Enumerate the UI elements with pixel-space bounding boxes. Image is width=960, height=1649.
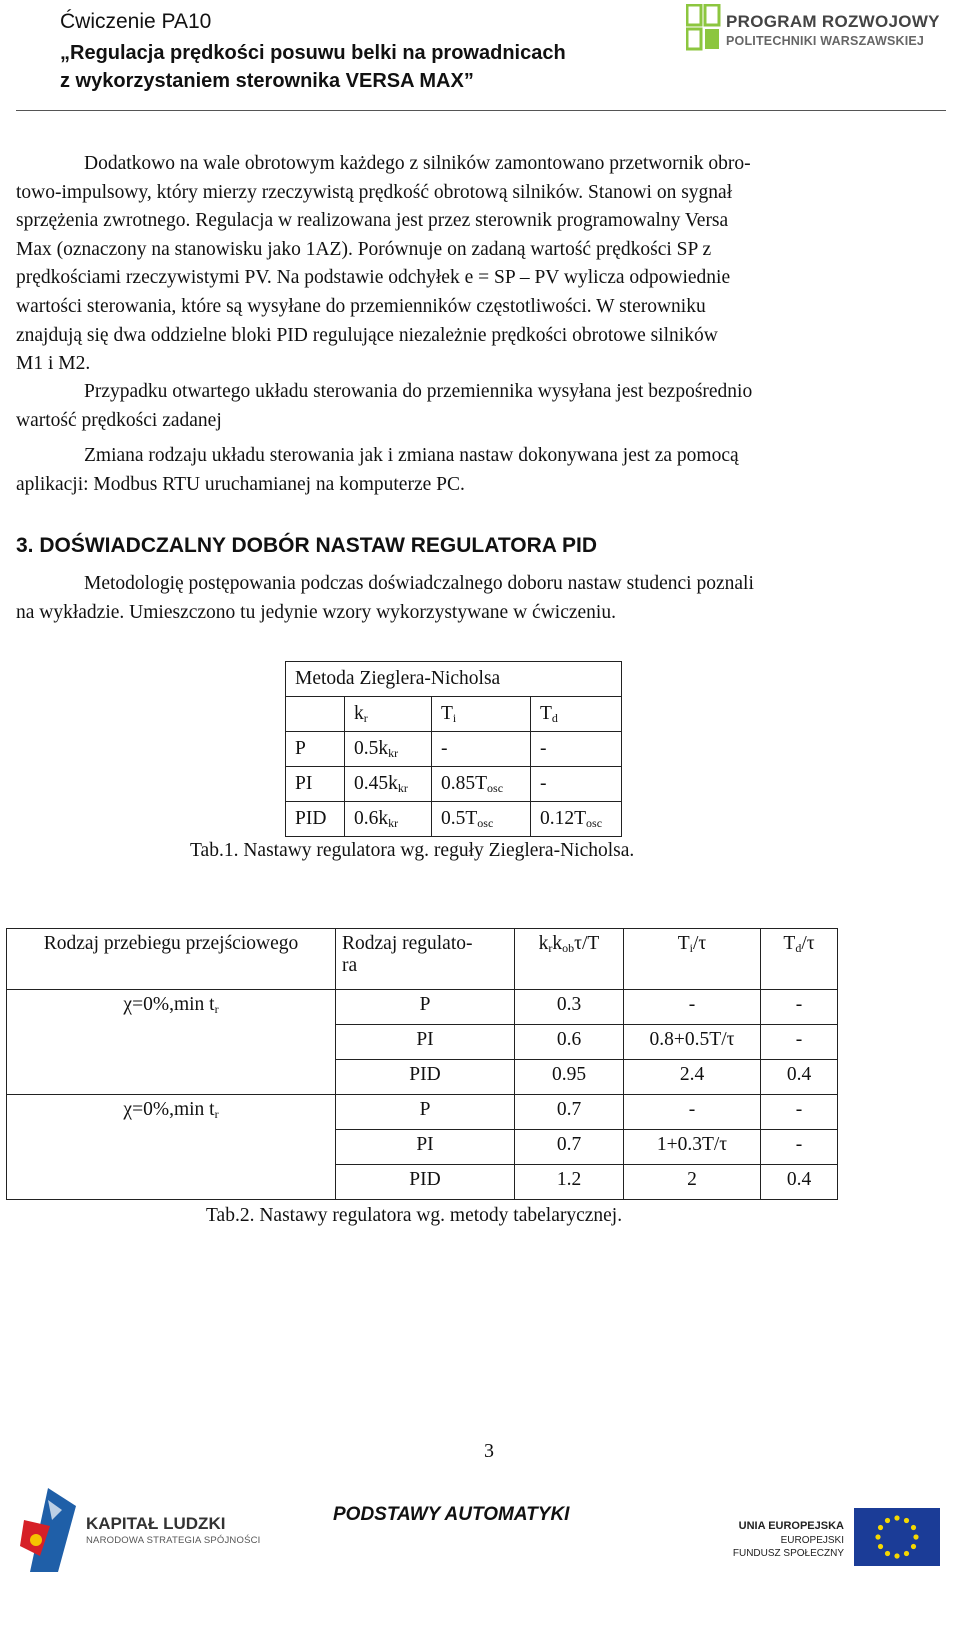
kapital-ludzki-text: KAPITAŁ LUDZKI <box>86 1514 226 1533</box>
table-cell: $0.5T_{osc}$ <box>432 802 531 837</box>
text-line: M1 i M2. <box>16 353 91 375</box>
header-divider <box>16 110 946 111</box>
exercise-title-line1: „Regulacja prędkości posuwu belki na prowadnicach <box>60 42 566 64</box>
table-cell-empty <box>7 1025 336 1060</box>
table-cell: PID <box>336 1165 515 1200</box>
text-line: znajdują się dwa oddzielne bloki PID regulujące niezależnie prędkości obrotowe silników <box>16 324 718 346</box>
text-line: sprzężenia zwrotnego. Regulacja w realizowana jest przez sterownik programowalny Versa <box>16 210 729 232</box>
table-cell: 0.3 <box>515 990 624 1025</box>
table-row <box>286 732 622 767</box>
text-line: wartość prędkości zadanej <box>16 409 222 431</box>
logo-text-line1: PROGRAM ROZWOJOWY <box>726 12 940 31</box>
table-cell: 0.4 <box>761 1060 838 1095</box>
table-cell: 2 <box>624 1165 761 1200</box>
table-cell: PI <box>286 767 345 802</box>
table-cell: PID <box>336 1060 515 1095</box>
table-cell-group-label: χ=0%,min $t_r$ <box>7 1095 336 1130</box>
exercise-title-line2: z wykorzystaniem sterownika VERSA MAX” <box>60 70 474 92</box>
table-row <box>7 1060 838 1095</box>
table-cell: - <box>624 1095 761 1130</box>
paragraph-modbus <box>16 442 944 499</box>
table-header-td: $T_d$ <box>531 697 622 732</box>
table-cell: P <box>336 1095 515 1130</box>
eu-flag-icon <box>854 1508 940 1566</box>
table2-caption: Tab.2. Nastawy regulatora wg. metody tabelarycznej. <box>206 1205 623 1226</box>
table-cell: - <box>531 767 622 802</box>
table-row <box>7 1095 838 1130</box>
table-cell: - <box>531 732 622 767</box>
table-cell: - <box>624 990 761 1025</box>
table-cell: - <box>432 732 531 767</box>
table-cell: 0.7 <box>515 1130 624 1165</box>
table-cell: 1+0.3T/τ <box>624 1130 761 1165</box>
table-header-ti: $T_i$ <box>432 697 531 732</box>
program-rozwojowy-logo <box>686 4 946 60</box>
paragraph-open-loop <box>16 378 944 435</box>
table-row <box>7 1130 838 1165</box>
text-line: prędkościami rzeczywistymi PV. Na podstawie odchyłek e = SP – PV wylicza odpowiednie <box>16 267 731 289</box>
section-heading: 3. DOŚWIADCZALNY DOBÓR NASTAW REGULATORA PID <box>16 534 598 557</box>
text-line: Przypadku otwartego układu sterowania do przemiennika wysyłana jest bezpośrednio <box>84 381 753 402</box>
exercise-number: Ćwiczenie PA10 <box>60 10 212 33</box>
table-cell-empty <box>286 697 345 732</box>
table-cell: - <box>761 1130 838 1165</box>
table-header-kr: $k_r$ <box>345 697 432 732</box>
table-cell: 0.4 <box>761 1165 838 1200</box>
text-line: Dodatkowo na wale obrotowym każdego z silników zamontowano przetwornik obro- <box>84 153 751 174</box>
table-row <box>7 1165 838 1200</box>
text-line: Zmiana rodzaju układu sterowania jak i zmiana nastaw dokonywana jest za pomocą <box>84 445 739 466</box>
table-cell: P <box>336 990 515 1025</box>
table-cell: 1.2 <box>515 1165 624 1200</box>
text-line: Max (oznaczony na stanowisku jako 1AZ). Porównuje on zadaną wartość prędkości SP z <box>16 238 712 260</box>
table-header-ti-tau: $T_i/\tau$ <box>624 929 761 990</box>
table-cell-empty <box>7 1060 336 1095</box>
table-cell: PID <box>286 802 345 837</box>
table1-title: Metoda Zieglera-Nicholsa <box>286 662 622 697</box>
program-rozwojowy-logo-icon <box>686 4 722 52</box>
table-cell-empty <box>7 1130 336 1165</box>
eu-logo <box>710 1500 940 1570</box>
table-cell: $0.6k_{kr}$ <box>345 802 432 837</box>
table-cell: 0.8+0.5T/τ <box>624 1025 761 1060</box>
table-cell: $0.45k_{kr}$ <box>345 767 432 802</box>
tabular-method-table <box>6 928 838 1200</box>
text-line: wartości sterowania, które są wysyłane do przemienników częstotliwości. W sterowniku <box>16 295 706 317</box>
table-cell: PI <box>336 1130 515 1165</box>
table-cell-group-label: χ=0%,min $t_r$ <box>7 990 336 1025</box>
eu-text-line2: EUROPEJSKI <box>780 1535 844 1546</box>
kapital-ludzki-subtext: NARODOWA STRATEGIA SPÓJNOŚCI <box>86 1535 261 1546</box>
table-cell: - <box>761 990 838 1025</box>
paragraph-methodology <box>16 570 944 627</box>
table-cell: - <box>761 1025 838 1060</box>
table-cell-empty <box>7 1165 336 1200</box>
table-cell: 0.6 <box>515 1025 624 1060</box>
table-header-regulator: Rodzaj regulato- ra <box>336 929 515 990</box>
table-header-transient: Rodzaj przebiegu przejściowego <box>7 929 336 990</box>
table-cell: 2.4 <box>624 1060 761 1095</box>
text-line: Metodologię postępowania podczas doświadczalnego doboru nastaw studenci poznali <box>84 573 754 594</box>
table-cell: PI <box>336 1025 515 1060</box>
table-cell: $0.85T_{osc}$ <box>432 767 531 802</box>
table-header-td-tau: $T_d/\tau$ <box>761 929 838 990</box>
table-cell: 0.7 <box>515 1095 624 1130</box>
text-line: aplikacji: Modbus RTU uruchamianej na komputerze PC. <box>16 473 465 495</box>
page-header <box>16 6 946 110</box>
table-cell: 0.95 <box>515 1060 624 1095</box>
table-row <box>7 990 838 1025</box>
table-row <box>7 1025 838 1060</box>
paragraph-encoder <box>16 150 944 379</box>
table-cell: P <box>286 732 345 767</box>
kapital-ludzki-logo-icon <box>18 1486 78 1576</box>
ziegler-nichols-table <box>285 661 622 837</box>
logo-text-line2: POLITECHNIKI WARSZAWSKIEJ <box>726 34 925 48</box>
course-name: PODSTAWY AUTOMATYKI <box>333 1504 570 1525</box>
eu-text-line3: FUNDUSZ SPOŁECZNY <box>732 1548 844 1559</box>
table-row <box>286 802 622 837</box>
table-row <box>286 767 622 802</box>
text-line: towo-impulsowy, który mierzy rzeczywistą prędkość obrotową silników. Stanowi on sygnał <box>16 181 733 203</box>
text-line: na wykładzie. Umieszczono tu jedynie wzory wykorzystywane w ćwiczeniu. <box>16 601 616 623</box>
page-number: 3 <box>484 1440 494 1462</box>
table1-caption: Tab.1. Nastawy regulatora wg. reguły Zieglera-Nicholsa. <box>190 840 635 861</box>
table-cell: $0.12T_{osc}$ <box>531 802 622 837</box>
table-cell: - <box>761 1095 838 1130</box>
table-header-gain: $k_rk_{ob}\tau/T$ <box>515 929 624 990</box>
eu-text-line1: UNIA EUROPEJSKA <box>738 1520 844 1532</box>
table-cell: $0.5k_{kr}$ <box>345 732 432 767</box>
kapital-ludzki-logo <box>18 1486 278 1576</box>
